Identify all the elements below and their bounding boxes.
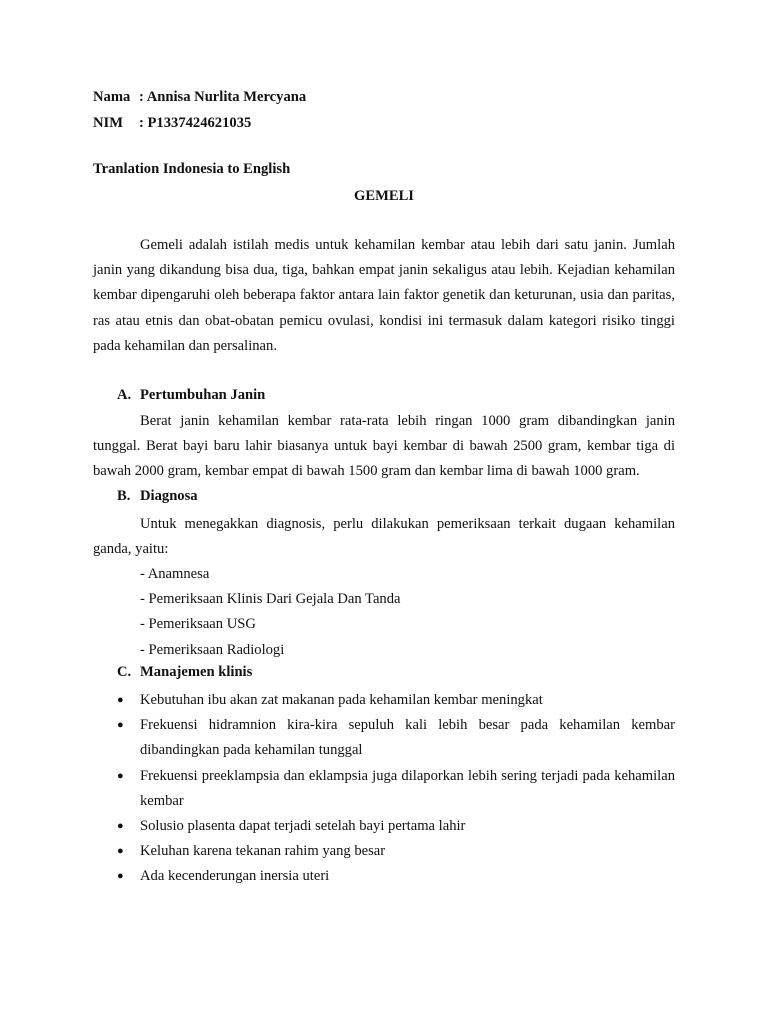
bullet-text: Frekuensi preeklampsia dan eklampsia juga dilaporkan lebih sering terjadi pada kehamilan kembar — [140, 767, 675, 809]
section-a-letter: A. — [117, 387, 132, 403]
bullet-icon: ● — [117, 769, 124, 782]
name-row — [93, 84, 675, 110]
bullet-icon: ● — [117, 719, 124, 732]
list-item: - Pemeriksaan USG — [140, 616, 256, 633]
section-c-letter: C. — [117, 664, 132, 680]
bullet-icon: ● — [117, 820, 124, 833]
list-item — [117, 814, 675, 839]
nim-value: : P1337424621035 — [139, 115, 252, 131]
section-a-title: Pertumbuhan Janin — [140, 387, 266, 403]
bullet-icon: ● — [117, 870, 124, 883]
intro-paragraph: Gemeli adalah istilah medis untuk kehamilan kembar atau lebih dari satu janin. Jumlah janin yang dikandung bisa dua, tiga, bahkan empat janin sekaligus atau lebih. Kejadian kehamilan kembar dipengaruhi oleh beberapa faktor antara lain faktor genetik dan keturunan, usia dan paritas, ras atau etnis dan obat-obatan pemicu ovulasi, kondisi ini termasuk dalam kategori risiko tinggi pada kehamilan dan persalinan. — [93, 237, 675, 354]
subtitle: Tranlation Indonesia to English — [93, 161, 291, 177]
author-header — [93, 84, 675, 136]
section-a-paragraph: Berat janin kehamilan kembar rata-rata lebih ringan 1000 gram dibandingkan janin tunggal. Berat bayi baru lahir biasanya untuk bayi kembar di bawah 2500 gram, kembar tiga di bawah 2000 gram, kembar empat di bawah 1500 gram dan kembar lima di bawah 1000 gram. — [93, 413, 675, 480]
name-label: Nama — [93, 89, 131, 105]
bullet-text: Keluhan karena tekanan rahim yang besar — [140, 843, 386, 860]
clinical-management-list — [117, 688, 675, 890]
name-value: : Annisa Nurlita Mercyana — [139, 89, 307, 105]
list-item — [117, 713, 675, 763]
nim-row — [93, 110, 675, 136]
bullet-text: Ada kecenderungan inersia uteri — [140, 868, 330, 885]
list-item: - Pemeriksaan Klinis Dari Gejala Dan Tanda — [140, 591, 401, 608]
section-c-title: Manajemen klinis — [140, 664, 253, 680]
bullet-text: Frekuensi hidramnion kira-kira sepuluh kali lebih besar pada kehamilan kembar dibandingkan pada kehamilan tunggal — [140, 717, 675, 759]
bullet-text: Kebutuhan ibu akan zat makanan pada kehamilan kembar meningkat — [140, 692, 543, 708]
list-item — [117, 764, 675, 814]
section-b-title: Diagnosa — [140, 488, 198, 504]
list-item — [117, 839, 675, 864]
nim-label: NIM — [93, 115, 123, 131]
section-a-heading — [117, 387, 265, 404]
list-item: - Anamnesa — [140, 566, 210, 582]
list-item: - Pemeriksaan Radiologi — [140, 641, 285, 658]
list-item — [117, 688, 675, 713]
bullet-icon: ● — [117, 694, 124, 706]
bullet-text: Solusio plasenta dapat terjadi setelah bayi pertama lahir — [140, 818, 466, 835]
section-b-paragraph: Untuk menegakkan diagnosis, perlu dilakukan pemeriksaan terkait dugaan kehamilan ganda, yaitu: — [93, 516, 675, 558]
list-item — [117, 864, 675, 889]
bullet-icon: ● — [117, 845, 124, 858]
section-b-heading — [117, 488, 198, 505]
document-title: GEMELI — [353, 188, 414, 204]
diagnosis-list — [140, 562, 401, 663]
section-c-heading — [117, 664, 252, 681]
section-b-letter: B. — [117, 488, 131, 504]
